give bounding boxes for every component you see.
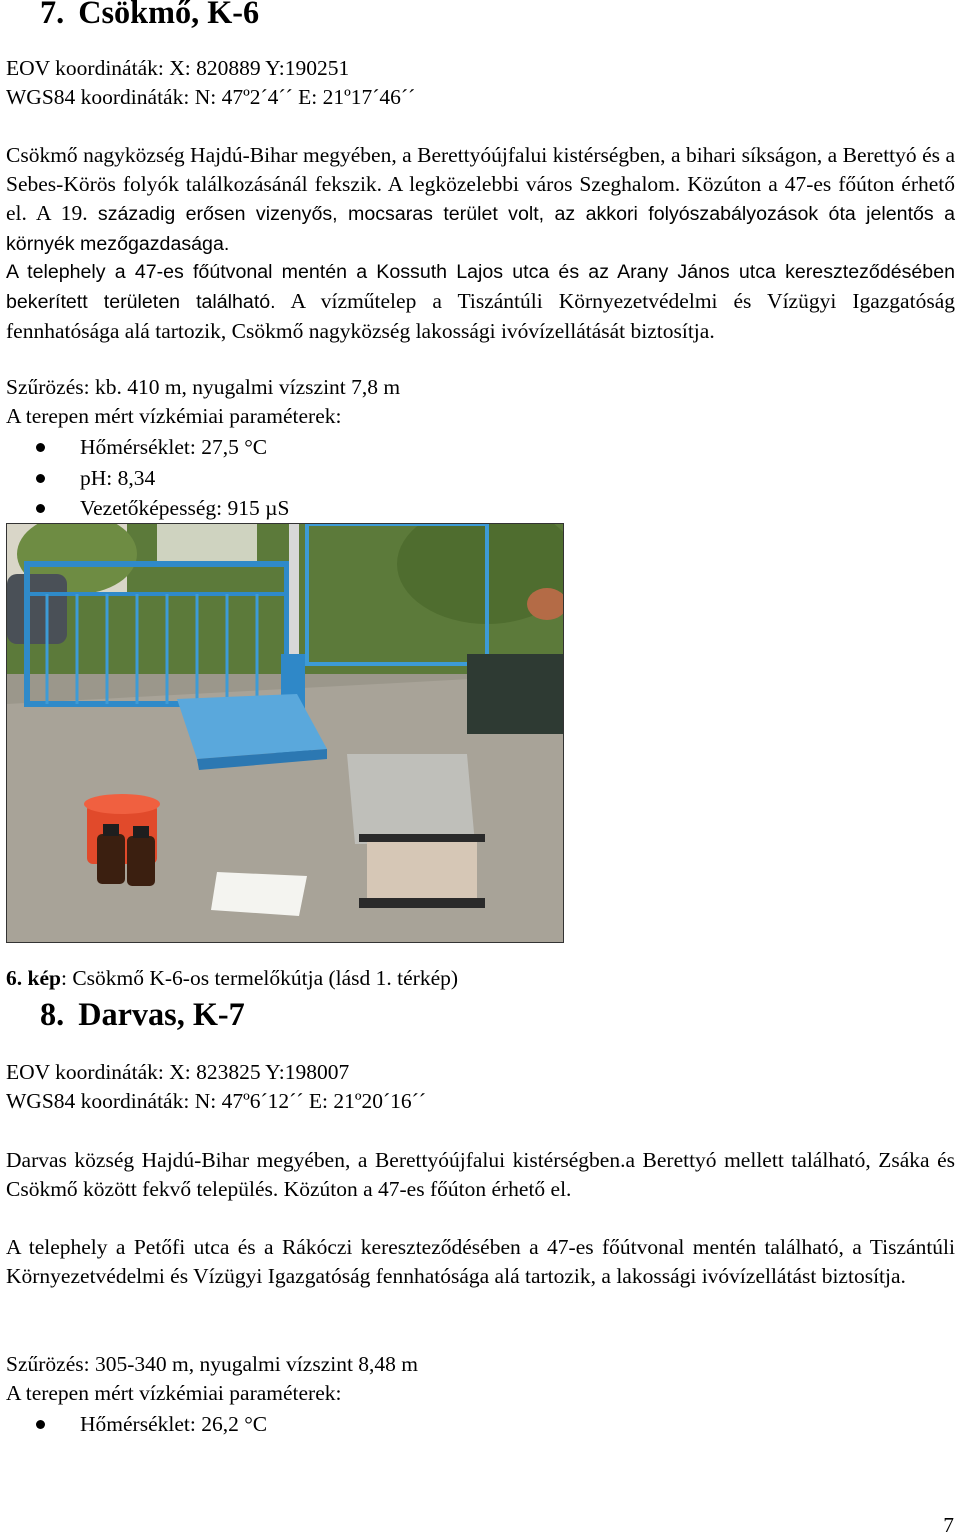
- site-paragraph: A telephely a Petőfi utca és a Rákóczi kereszteződésében a 47-es főútvonal mentén található, a Tiszántúli Környezetvédelmi és Vízügyi Igazgatóság fennhatósága alá tartozik, a lakossági ivóvízellátást biztosítja.: [6, 1235, 955, 1288]
- wgs84-coordinates: WGS84 koordináták: N: 47º6´12´´ E: 21º20´16´´: [6, 1089, 426, 1113]
- caption-text: : Csökmő K-6-os termelőkútja (lásd 1. térkép): [60, 965, 459, 990]
- section-heading-7: [40, 0, 260, 30]
- location-paragraph: Darvas község Hajdú-Bihar megyében, a Berettyóújfalui kistérségben.a Berettyó mellett található, Zsáka és Csökmő között fekvő település. Közúton a 47-es főúton érhető el.: [6, 1148, 955, 1201]
- filtering-info: Szűrözés: 305-340 m, nyugalmi vízszint 8,48 m: [6, 1352, 419, 1376]
- section-title: Csökmő, K-6: [78, 0, 260, 30]
- parameter-item: Vezetőképesség: 915 µS: [0, 493, 289, 524]
- photo-caption: [6, 964, 458, 993]
- location-text: Csökmő nagyközség Hajdú-Bihar megyében, a Berettyóújfalui kistérségben, a bihari síkságon, a Berettyó és a Sebes-Körös folyók találkozásánál fekszik. A legközelebbi város Szeghalom. Közúton a 47-es főúton érhető el. A 19.: [6, 143, 955, 225]
- page-number: 7: [943, 1513, 954, 1537]
- site-authority-text: A vízműtelep a Tiszántúli Környezetvédelmi és Vízügyi Igazgatóság fennhatósága alá tartozik, Csökmő nagyközség lakossági ivóvízellátását biztosítja.: [6, 289, 955, 343]
- site-paragraph: [6, 257, 955, 346]
- history-text: századig erősen vizenyős, mocsaras terület volt, az akkori folyószabályozások óta jelentős a környék mezőgazdasága.: [6, 203, 956, 255]
- section-title: Darvas, K-7: [78, 996, 245, 1032]
- section-number: 7.: [40, 0, 65, 30]
- eov-coordinates: EOV koordináták: X: 820889 Y:190251: [6, 56, 350, 80]
- location-paragraph: [6, 141, 955, 259]
- bullet-icon: [36, 1420, 45, 1429]
- wgs84-coordinates: WGS84 koordináták: N: 47º2´4´´ E: 21º17´46´´: [6, 85, 416, 109]
- well-photo: [6, 523, 564, 943]
- parameters-intro: A terepen mért vízkémiai paraméterek:: [6, 1381, 342, 1405]
- parameters-list: [0, 1409, 267, 1440]
- site-location-text: A telephely a 47-es főútvonal mentén a Kossuth Lajos utca és az Arany János utca kereszteződésében bekerített területen található.: [6, 261, 955, 313]
- bullet-icon: [36, 443, 45, 452]
- filtering-info: Szűrözés: kb. 410 m, nyugalmi vízszint 7,8 m: [6, 375, 401, 399]
- bullet-icon: [36, 504, 45, 513]
- parameter-item: Hőmérséklet: 27,5 °C: [0, 432, 289, 463]
- parameter-item: pH: 8,34: [0, 463, 289, 494]
- section-number: 8.: [40, 996, 65, 1032]
- eov-coordinates: EOV koordináták: X: 823825 Y:198007: [6, 1060, 350, 1084]
- parameters-intro: A terepen mért vízkémiai paraméterek:: [6, 404, 342, 428]
- bullet-icon: [36, 474, 45, 483]
- parameters-list: [0, 432, 289, 524]
- caption-label: 6. kép: [6, 965, 61, 990]
- parameter-item: Hőmérséklet: 26,2 °C: [0, 1409, 267, 1440]
- section-heading-8: [40, 996, 245, 1032]
